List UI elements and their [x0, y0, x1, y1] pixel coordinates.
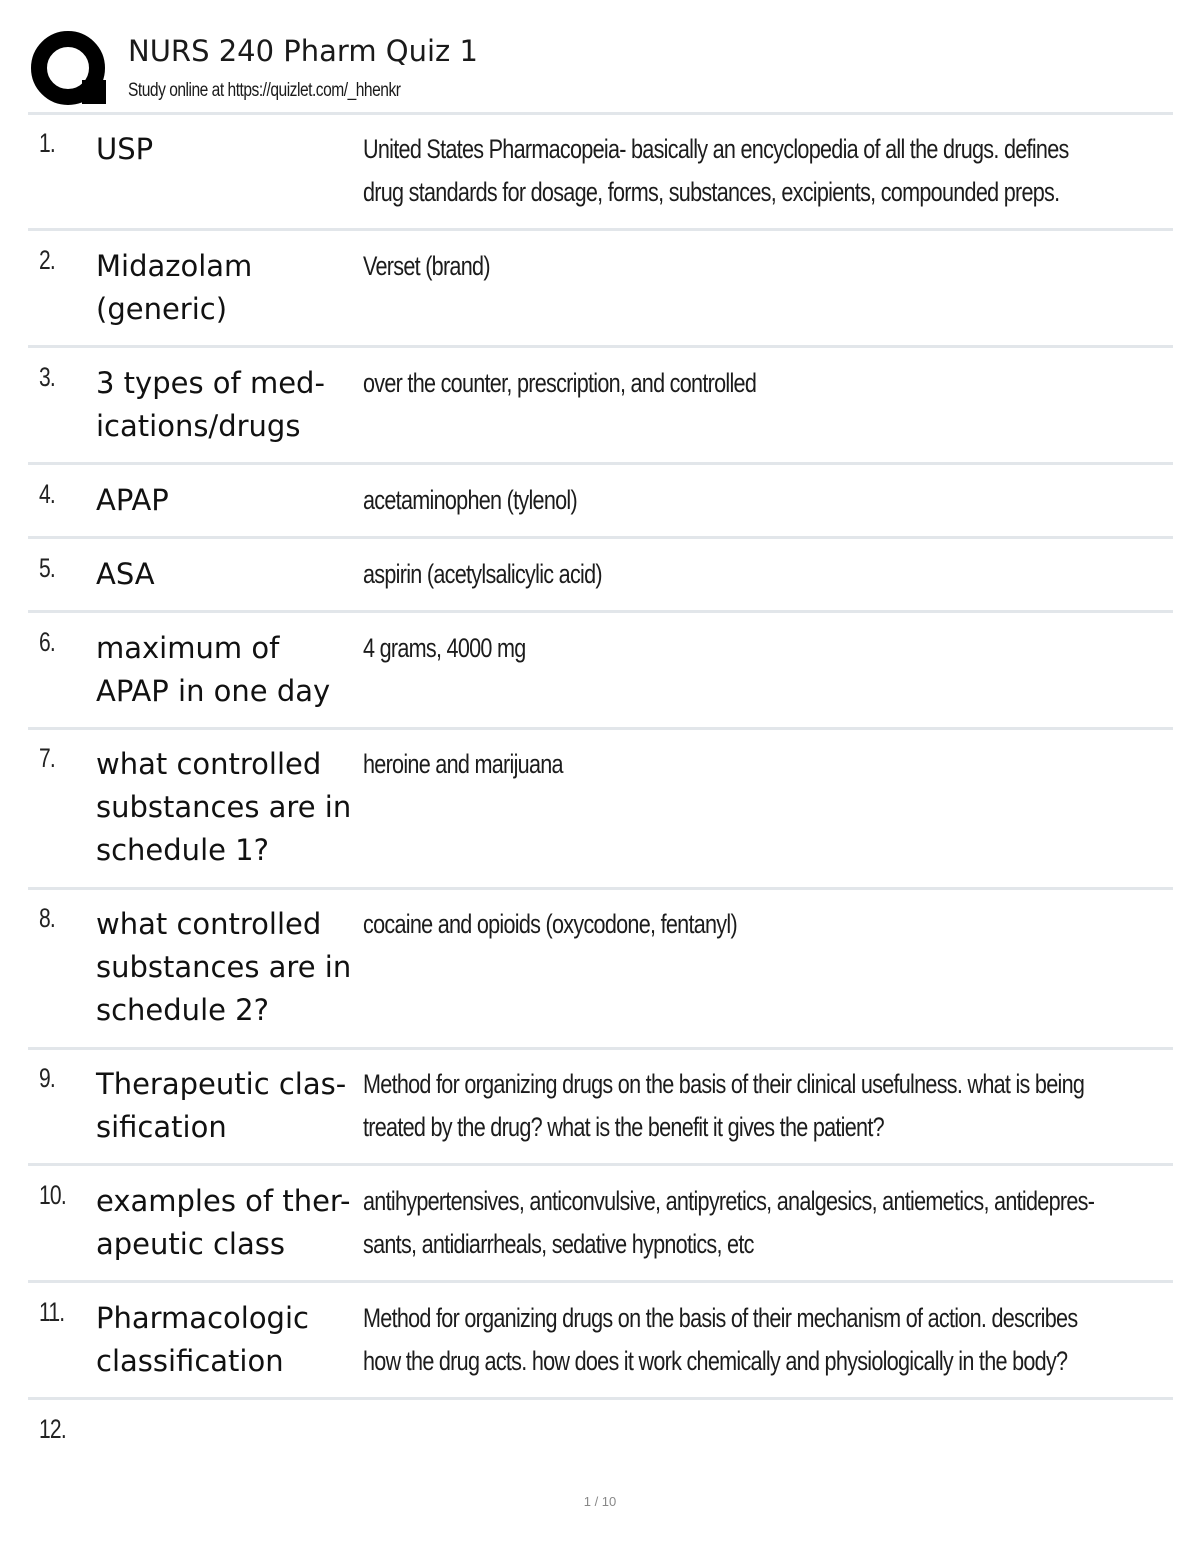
card-definition — [363, 553, 1163, 596]
divider — [28, 887, 1173, 890]
card-number: 5. — [39, 553, 56, 583]
card-term — [96, 1180, 366, 1266]
definition-line: 4 grams, 4000 mg — [363, 633, 526, 663]
card-term — [96, 479, 366, 522]
card-number: 3. — [39, 362, 56, 392]
divider — [28, 1280, 1173, 1283]
card-number: 12. — [39, 1414, 66, 1444]
definition-line: how the drug acts. how does it work chemically and physiologically in the body? — [363, 1346, 1068, 1376]
term-line: 3 types of med- — [96, 366, 325, 400]
definition-line: heroine and marijuana — [363, 749, 563, 779]
term-line: classification — [96, 1344, 284, 1378]
card-number: 1. — [39, 128, 56, 158]
term-line: Therapeutic clas- — [96, 1067, 347, 1101]
term-line: what controlled — [96, 907, 322, 941]
card-number: 8. — [39, 903, 56, 933]
term-line: schedule 1? — [96, 833, 270, 867]
card-number: 7. — [39, 743, 56, 773]
definition-line: sants, antidiarrheals, sedative hypnotics, etc — [363, 1229, 754, 1259]
divider — [28, 345, 1173, 348]
term-line: APAP — [96, 483, 169, 517]
card-definition — [363, 1063, 1163, 1149]
term-line: USP — [96, 132, 154, 166]
divider — [28, 462, 1173, 465]
divider — [28, 1397, 1173, 1400]
card-number: 2. — [39, 245, 56, 275]
quizlet-logo-icon — [30, 30, 110, 110]
definition-line: treated by the drug? what is the benefit it gives the patient? — [363, 1112, 884, 1142]
definition-line: antihypertensives, anticonvulsive, antipyretics, analgesics, antiemetics, antidepres- — [363, 1186, 1095, 1216]
divider — [28, 727, 1173, 730]
term-line: Pharmacologic — [96, 1301, 309, 1335]
card-definition — [363, 479, 1163, 522]
definition-line: Method for organizing drugs on the basis of their clinical usefulness. what is being — [363, 1069, 1085, 1099]
divider — [28, 112, 1173, 115]
term-line: apeutic class — [96, 1227, 285, 1261]
card-term — [96, 362, 366, 448]
card-number: 4. — [39, 479, 56, 509]
card-number: 11. — [39, 1297, 65, 1327]
divider — [28, 228, 1173, 231]
divider — [28, 610, 1173, 613]
definition-line: Verset (brand) — [363, 251, 490, 281]
page-indicator: 1 / 10 — [583, 1494, 617, 1509]
card-term — [96, 627, 366, 713]
term-line: maximum of — [96, 631, 280, 665]
definition-line: Method for organizing drugs on the basis of their mechanism of action. describes — [363, 1303, 1078, 1333]
card-definition — [363, 362, 1163, 405]
card-number: 10. — [39, 1180, 66, 1210]
term-line: Midazolam — [96, 249, 253, 283]
definition-line: over the counter, prescription, and controlled — [363, 368, 757, 398]
term-line: sification — [96, 1110, 227, 1144]
term-line: examples of ther- — [96, 1184, 351, 1218]
card-definition — [363, 903, 1163, 946]
card-term — [96, 743, 366, 872]
divider — [28, 1047, 1173, 1050]
definition-line: acetaminophen (tylenol) — [363, 485, 577, 515]
card-term — [96, 1063, 366, 1149]
definition-line: cocaine and opioids (oxycodone, fentanyl) — [363, 909, 737, 939]
page-title: NURS 240 Pharm Quiz 1 — [128, 34, 478, 68]
definition-line: drug standards for dosage, forms, substances, excipients, compounded preps. — [363, 177, 1060, 207]
divider — [28, 1163, 1173, 1166]
card-term — [96, 1297, 366, 1383]
term-line: substances are in — [96, 950, 352, 984]
card-term — [96, 128, 366, 171]
definition-line: aspirin (acetylsalicylic acid) — [363, 559, 602, 589]
term-line: substances are in — [96, 790, 352, 824]
card-definition — [363, 627, 1163, 670]
card-term — [96, 245, 366, 331]
study-online-link[interactable]: Study online at https://quizlet.com/_hhenkr — [128, 80, 401, 101]
definition-line: United States Pharmacopeia- basically an encyclopedia of all the drugs. defines — [363, 134, 1069, 164]
term-line: (generic) — [96, 292, 228, 326]
card-definition — [363, 1180, 1163, 1266]
card-term — [96, 903, 366, 1032]
term-line: what controlled — [96, 747, 322, 781]
term-line: ications/drugs — [96, 409, 301, 443]
card-definition — [363, 743, 1163, 786]
card-definition — [363, 1297, 1163, 1383]
term-line: schedule 2? — [96, 993, 270, 1027]
card-definition — [363, 128, 1163, 214]
card-number: 9. — [39, 1063, 56, 1093]
card-number: 6. — [39, 627, 56, 657]
card-term — [96, 553, 366, 596]
term-line: APAP in one day — [96, 674, 331, 708]
term-line: ASA — [96, 557, 155, 591]
card-definition — [363, 245, 1163, 288]
page-header — [30, 30, 1172, 110]
divider — [28, 536, 1173, 539]
